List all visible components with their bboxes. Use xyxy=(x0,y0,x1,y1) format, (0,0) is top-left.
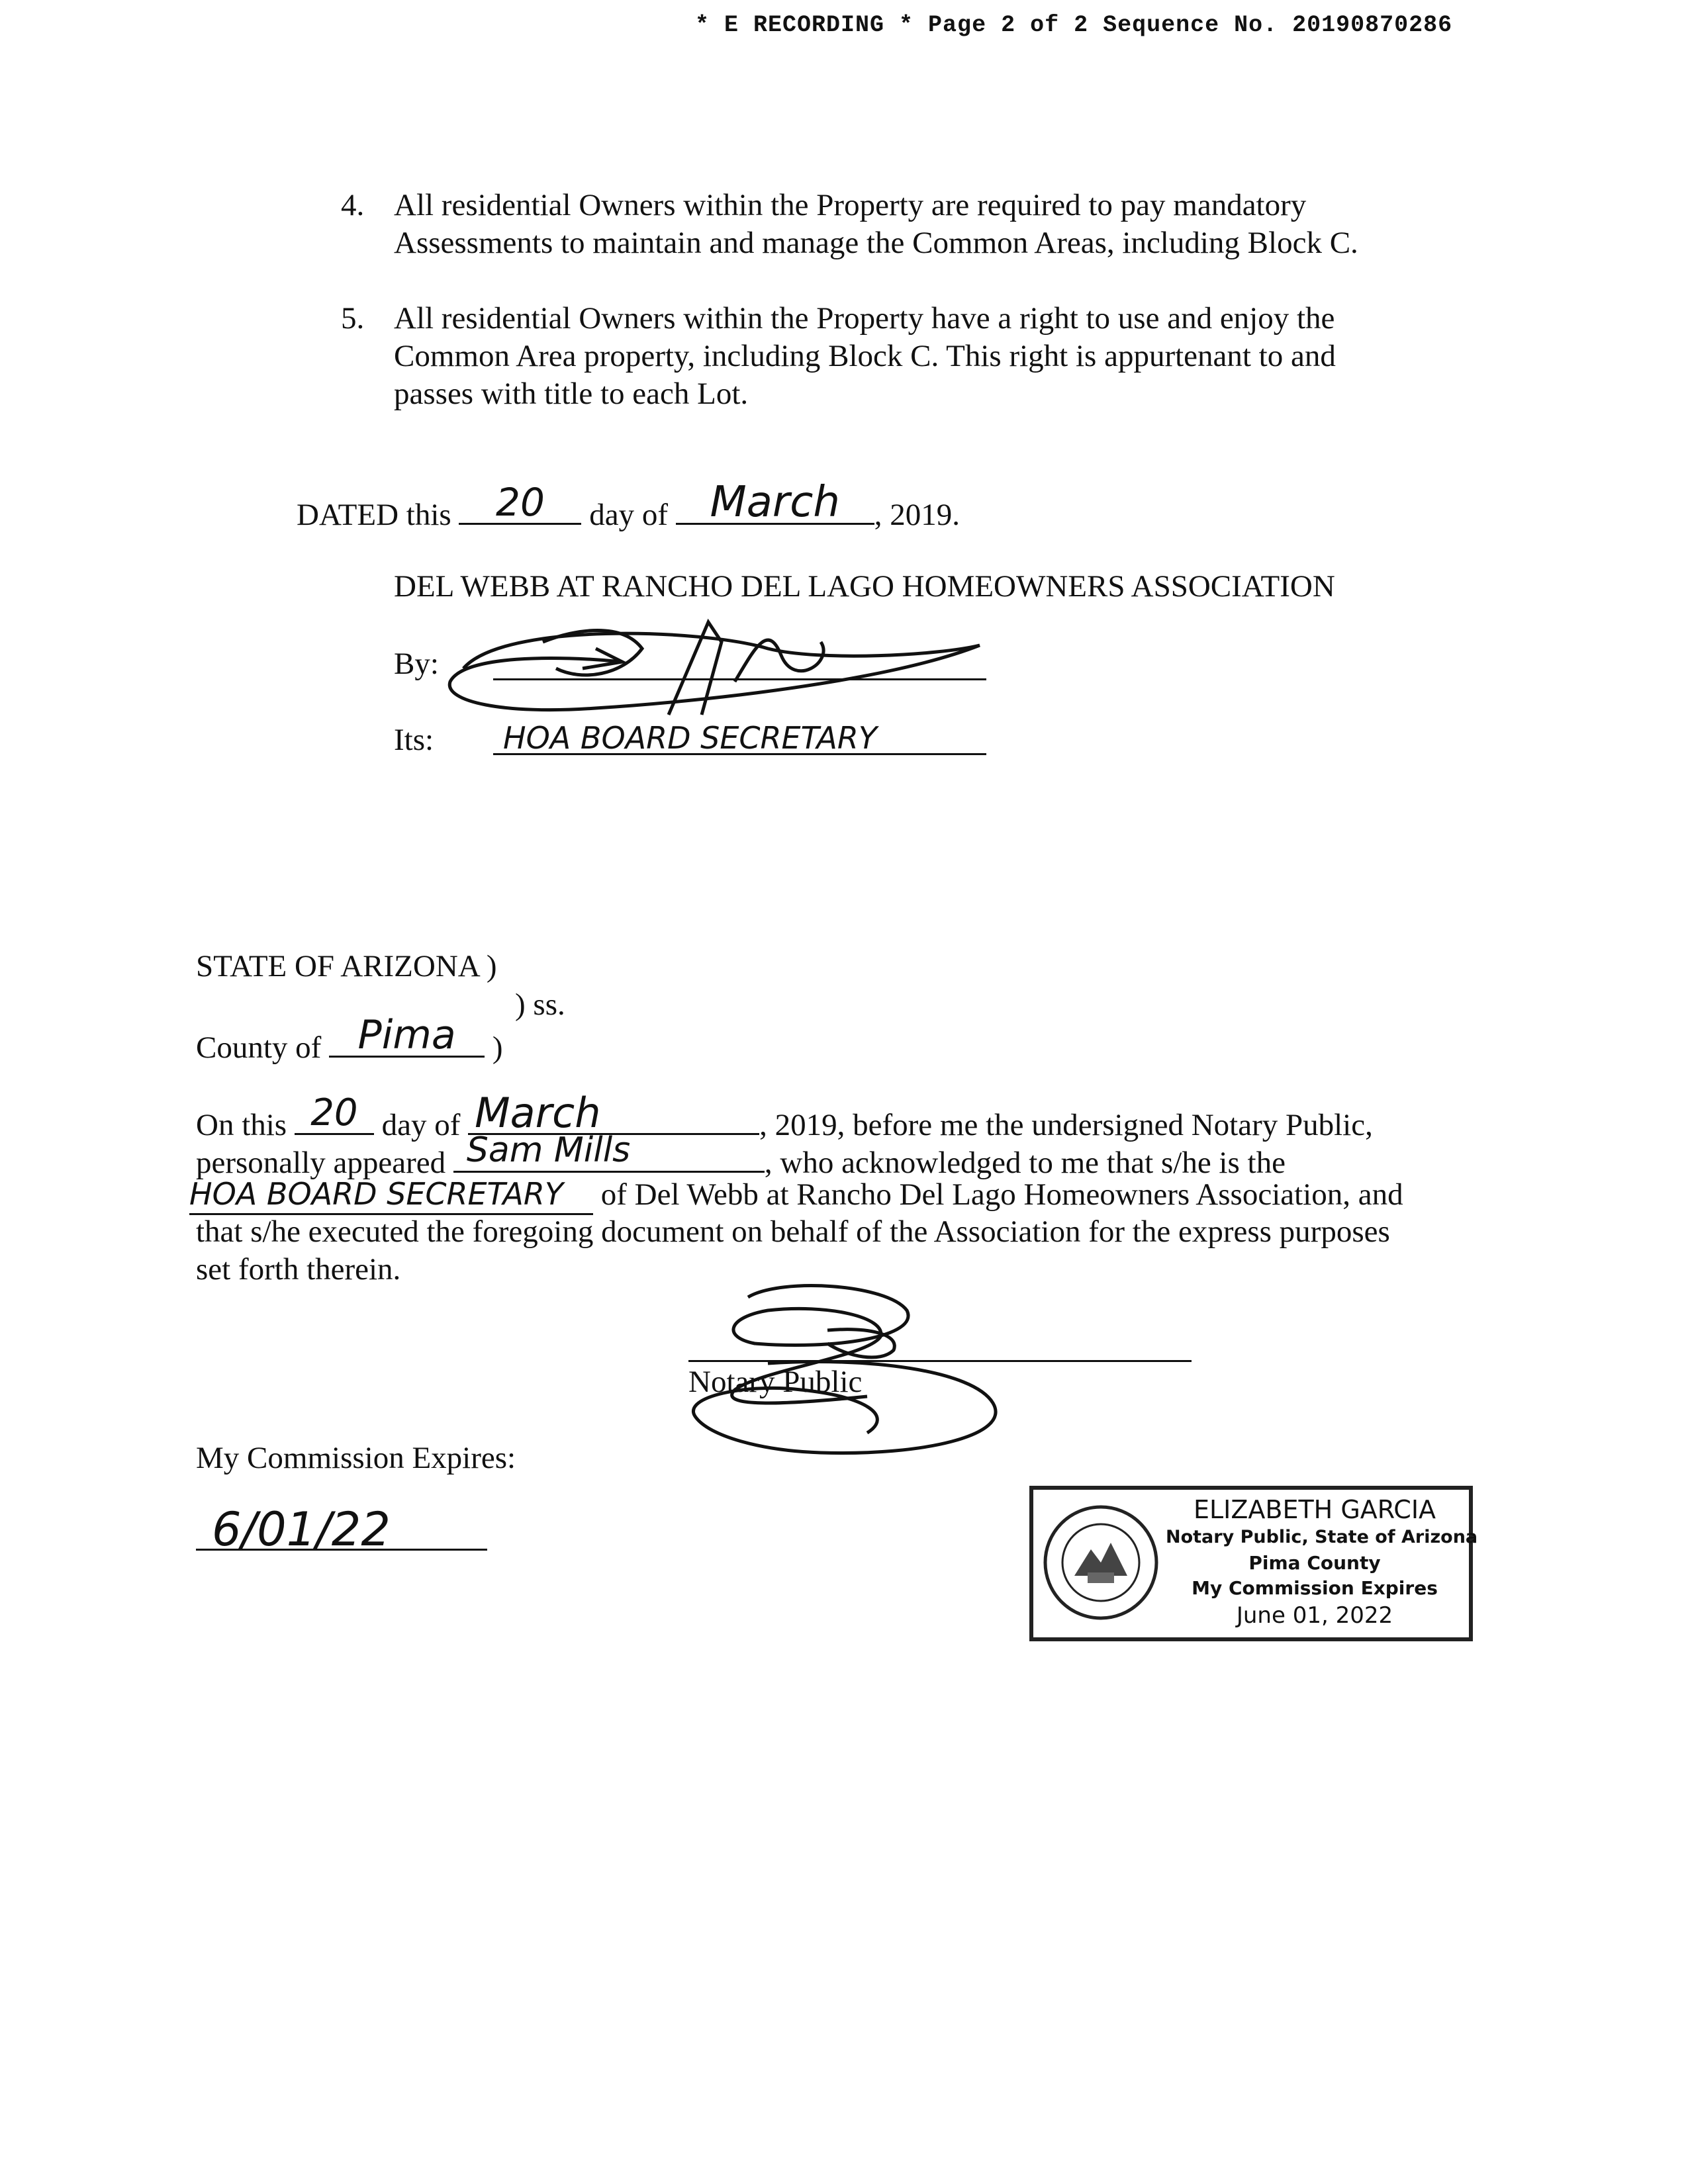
dated-suffix: , 2019. xyxy=(874,498,960,532)
commission-label: My Commission Expires: xyxy=(196,1441,516,1475)
recording-header: * E RECORDING * Page 2 of 2 Sequence No. 20190870286 xyxy=(695,12,1453,38)
ack-title-handwritten: HOA BOARD SECRETARY xyxy=(189,1175,593,1215)
dated-line xyxy=(297,478,960,534)
county-handwritten: Pima xyxy=(357,1012,456,1058)
ack-line-3 xyxy=(189,1175,1403,1215)
dated-day-handwritten: 20 xyxy=(496,480,545,525)
ack-on-this: On this xyxy=(196,1108,287,1142)
association-signature xyxy=(424,582,1006,741)
dated-month-blank xyxy=(676,478,874,527)
commission-date-handwritten: 6/01/22 xyxy=(212,1502,391,1557)
notary-public-label: Notary Public xyxy=(688,1365,863,1399)
ack-personally: personally appeared xyxy=(196,1146,446,1180)
stamp-line-3: Pima County xyxy=(1248,1552,1381,1574)
item-4-line-2: Assessments to maintain and manage the Common Areas, including Block C. xyxy=(394,226,1358,260)
stamp-line-5: June 01, 2022 xyxy=(1236,1602,1393,1629)
ss-line: ) ss. xyxy=(515,987,565,1022)
ack-name-blank xyxy=(453,1130,765,1173)
ack-after-month: , 2019, before me the undersigned Notary Public, xyxy=(759,1108,1373,1142)
stamp-name: ELIZABETH GARCIA xyxy=(1193,1495,1436,1524)
item-4-number: 4. xyxy=(341,188,365,222)
state-line: STATE OF ARIZONA ) xyxy=(196,949,497,983)
dated-day-blank xyxy=(459,480,581,525)
notary-stamp xyxy=(1029,1486,1478,1641)
item-5-line-3: passes with title to each Lot. xyxy=(394,377,749,411)
county-blank xyxy=(329,1012,485,1058)
stamp-line-2: Notary Public, State of Arizona xyxy=(1166,1527,1478,1547)
ack-name-handwritten: Sam Mills xyxy=(466,1130,631,1170)
ack-line-4: that s/he executed the foregoing document on behalf of the Association for the express purposes xyxy=(196,1214,1390,1249)
dated-mid: day of xyxy=(589,498,668,532)
ack-day-handwritten: 20 xyxy=(310,1091,358,1134)
arizona-seal-icon xyxy=(1041,1503,1160,1622)
its-label: Its: xyxy=(394,723,434,757)
ack-day-of: day of xyxy=(381,1108,461,1142)
ack-after-name: , who acknowledged to me that s/he is the xyxy=(764,1146,1286,1180)
notary-signature xyxy=(669,1271,1039,1469)
dated-month-handwritten: March xyxy=(710,478,840,527)
county-prefix: County of xyxy=(196,1030,322,1065)
dated-prefix: DATED this xyxy=(297,498,451,532)
county-line xyxy=(196,1012,503,1067)
association-name: DEL WEBB AT RANCHO DEL LAGO HOMEOWNERS ASSOCIATION xyxy=(394,569,1335,604)
its-handwritten: HOA BOARD SECRETARY xyxy=(503,720,877,756)
item-5-line-1: All residential Owners within the Property have a right to use and enjoy the xyxy=(394,301,1335,336)
item-4-line-1: All residential Owners within the Property are required to pay mandatory xyxy=(394,188,1307,222)
stamp-line-4: My Commission Expires xyxy=(1192,1577,1438,1599)
item-5-line-2: Common Area property, including Block C. This right is appurtenant to and xyxy=(394,339,1336,373)
by-label: By: xyxy=(394,647,439,681)
county-suffix: ) xyxy=(492,1030,503,1065)
ack-day-blank xyxy=(295,1091,374,1135)
ack-line-5: set forth therein. xyxy=(196,1252,401,1287)
item-5-number: 5. xyxy=(341,301,365,336)
ack-month-handwritten: March xyxy=(475,1089,601,1137)
ack-after-title: of Del Webb at Rancho Del Lago Homeowners Association, and xyxy=(600,1177,1403,1212)
